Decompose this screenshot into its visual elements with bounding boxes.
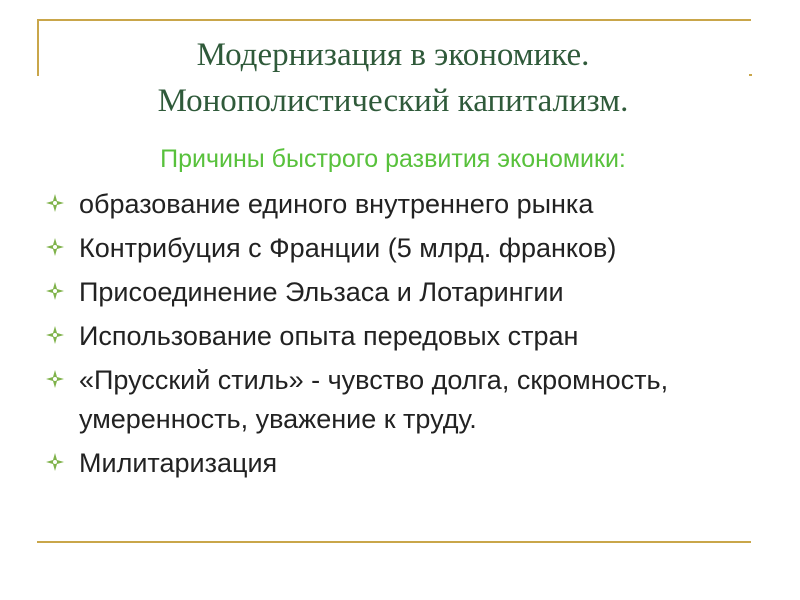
slide-title-line-2: Монополистический капитализм. xyxy=(157,83,629,119)
bullet-text: Контрибуция с Франции (5 млрд. франков) xyxy=(79,233,617,263)
diamond-bullet-icon xyxy=(46,370,64,388)
bullet-text: Присоединение Эльзаса и Лотарингии xyxy=(79,277,564,307)
bullet-item xyxy=(44,185,764,224)
frame-bottom-line xyxy=(37,541,751,543)
bullet-item xyxy=(44,229,764,268)
bullet-item xyxy=(44,361,764,439)
frame-top-line xyxy=(37,19,751,21)
bullet-text: «Прусский стиль» - чувство долга, скромность, умеренность, уважение к труду. xyxy=(79,365,669,434)
bullet-item xyxy=(44,444,764,483)
slide-title xyxy=(40,32,746,124)
diamond-bullet-icon xyxy=(46,238,64,256)
bullet-list xyxy=(44,185,764,488)
bullet-text: образование единого внутреннего рынка xyxy=(79,189,594,219)
bullet-item xyxy=(44,317,764,356)
slide-title-line-1: Модернизация в экономике. xyxy=(196,37,590,73)
slide-subtitle: Причины быстрого развития экономики: xyxy=(160,145,626,173)
bullet-text: Использование опыта передовых стран xyxy=(79,321,579,351)
bullet-text: Милитаризация xyxy=(79,448,278,478)
diamond-bullet-icon xyxy=(46,282,64,300)
bullet-item xyxy=(44,273,764,312)
diamond-bullet-icon xyxy=(46,194,64,212)
diamond-bullet-icon xyxy=(46,453,64,471)
diamond-bullet-icon xyxy=(46,326,64,344)
frame-left-line xyxy=(37,19,39,76)
frame-right-tick xyxy=(749,74,752,76)
